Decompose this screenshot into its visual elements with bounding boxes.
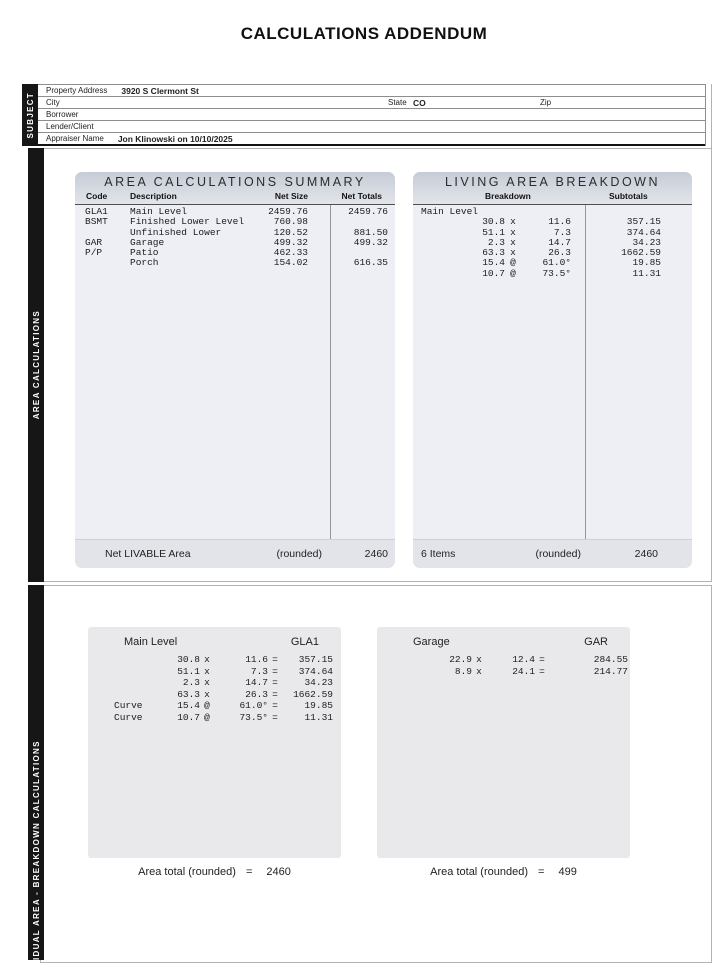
cell-operator: @ <box>204 711 210 723</box>
cell-dim-a: 51.1 <box>177 665 200 677</box>
cell-description: Garage <box>130 236 165 248</box>
summary-col-description: Description <box>130 191 177 201</box>
area-total-label: Area total (rounded) <box>430 866 529 878</box>
cell-code: P/P <box>85 247 103 259</box>
cell-operator: x <box>510 247 516 259</box>
cell-dim-b: 24.1 <box>512 665 535 677</box>
living-area-breakdown-panel <box>413 172 692 568</box>
cell-operator: x <box>476 654 482 665</box>
cell-result: 214.77 <box>593 665 628 677</box>
cell-row-label <box>114 654 154 666</box>
appraiser-row <box>38 133 705 146</box>
cell-net-total: 881.50 <box>353 226 388 238</box>
garage-calc-title <box>377 627 630 648</box>
main-level-name: Main Level <box>124 636 178 648</box>
breakdown-calculations-tab-label: IDUAL AREA - BREAKDOWN CALCULATIONS <box>31 740 41 960</box>
cell-dim-b: 12.4 <box>512 654 535 665</box>
breakdown-panel-title: LIVING AREA BREAKDOWN <box>444 175 661 189</box>
cell-row-label <box>403 654 443 666</box>
cell-dim-b: 11.6 <box>548 216 571 228</box>
calc-row <box>377 654 630 666</box>
cell-subtotal: 374.64 <box>626 226 661 238</box>
cell-dim-a: 15.4 <box>177 700 200 711</box>
cell-equals: = <box>272 677 278 688</box>
cell-dim-a: 30.8 <box>482 216 505 228</box>
cell-operator: x <box>204 688 210 700</box>
cell-subtotal: 34.23 <box>632 236 661 248</box>
cell-operator: x <box>510 236 516 248</box>
breakdown-footer-total: 2460 <box>634 548 658 560</box>
summary-footer-total: 2460 <box>364 548 388 560</box>
cell-result: 357.15 <box>298 654 333 665</box>
cell-equals: = <box>539 665 545 677</box>
area-calculations-tab-label: AREA CALCULATIONS <box>31 310 41 420</box>
calc-row <box>377 666 630 678</box>
area-total-equals: = <box>538 866 545 878</box>
area-calculations-section-tab <box>28 148 44 582</box>
cell-net-size: 760.98 <box>273 216 308 228</box>
cell-dim-b: 61.0° <box>542 257 571 269</box>
calc-row <box>88 712 341 724</box>
table-row <box>413 269 692 279</box>
cell-dim-a: 30.8 <box>177 654 200 665</box>
cell-net-total: 616.35 <box>353 257 388 269</box>
cell-result: 1662.59 <box>293 688 333 700</box>
borrower-label: Borrower <box>46 110 79 119</box>
summary-col-net-totals: Net Totals <box>341 191 382 201</box>
property-address-label: Property Address <box>46 86 108 95</box>
calc-row <box>88 654 341 666</box>
summary-table-body <box>75 205 395 540</box>
breakdown-column-divider <box>585 205 586 568</box>
cell-equals: = <box>272 665 278 677</box>
borrower-row <box>38 109 705 121</box>
state-value: CO <box>413 97 426 108</box>
cell-row-label <box>114 689 154 701</box>
cell-dim-b: 73.5° <box>239 711 268 723</box>
breakdown-group-label: Main Level <box>421 206 479 217</box>
cell-operator: x <box>204 677 210 688</box>
table-row <box>75 248 395 258</box>
cell-operator: x <box>510 226 516 238</box>
table-row <box>75 238 395 248</box>
appraiser-label: Appraiser Name <box>46 134 104 143</box>
cell-operator: x <box>204 665 210 677</box>
cell-equals: = <box>539 654 545 665</box>
cell-subtotal: 1662.59 <box>621 247 661 259</box>
cell-dim-a: 63.3 <box>482 247 505 259</box>
cell-dim-b: 14.7 <box>548 236 571 248</box>
cell-dim-a: 15.4 <box>482 257 505 269</box>
cell-equals: = <box>272 700 278 711</box>
cell-result: 284.55 <box>593 654 628 665</box>
calc-row <box>88 689 341 701</box>
cell-dim-a: 2.3 <box>182 677 200 688</box>
cell-code: BSMT <box>85 216 108 228</box>
cell-dim-a: 2.3 <box>487 236 505 248</box>
cell-dim-b: 26.3 <box>245 688 268 700</box>
cell-equals: = <box>272 688 278 700</box>
cell-operator: @ <box>510 257 516 269</box>
calc-row <box>88 677 341 689</box>
property-address-value: 3920 S Clermont St <box>121 85 199 96</box>
summary-col-net-size: Net Size <box>274 191 308 201</box>
lender-client-label: Lender/Client <box>46 122 94 131</box>
city-label: City <box>46 98 60 107</box>
cell-net-size: 462.33 <box>273 247 308 259</box>
subject-fields <box>38 84 706 146</box>
cell-net-size: 154.02 <box>273 257 308 269</box>
cell-row-label: Curve <box>114 700 143 711</box>
lender-client-row <box>38 121 705 133</box>
breakdown-calculations-section-tab <box>28 585 44 960</box>
calc-row <box>88 666 341 678</box>
cell-result: 19.85 <box>304 700 333 711</box>
summary-footer-label: Net LIVABLE Area <box>105 548 191 560</box>
cell-description: Finished Lower Level <box>130 216 245 228</box>
main-level-calc-rows <box>88 654 341 723</box>
cell-code: GAR <box>85 236 103 248</box>
city-state-zip-row <box>38 97 705 109</box>
garage-area-total <box>377 866 630 878</box>
breakdown-panel-header <box>413 172 692 205</box>
cell-row-label: Curve <box>114 711 143 723</box>
cell-net-size: 120.52 <box>273 226 308 238</box>
cell-operator: @ <box>204 700 210 711</box>
cell-dim-b: 14.7 <box>245 677 268 688</box>
cell-description: Patio <box>130 247 159 259</box>
cell-row-label <box>403 666 443 678</box>
breakdown-footer-label: 6 Items <box>421 548 456 560</box>
outer-frame-right-edge <box>711 84 712 148</box>
calc-row <box>88 700 341 712</box>
cell-dim-a: 22.9 <box>449 654 472 665</box>
cell-dim-a: 51.1 <box>482 226 505 238</box>
area-total-value: 2460 <box>266 866 291 878</box>
garage-code: GAR <box>584 636 608 648</box>
property-address-row <box>38 85 705 97</box>
breakdown-table-body <box>413 205 692 540</box>
cell-code <box>85 258 130 268</box>
cell-equals: = <box>272 654 278 665</box>
summary-col-code: Code <box>86 191 108 201</box>
breakdown-column-headers <box>413 191 692 201</box>
cell-operator: x <box>204 654 210 665</box>
cell-operator: x <box>476 665 482 677</box>
area-total-value: 499 <box>558 866 577 878</box>
cell-dim-a: 10.7 <box>482 267 505 279</box>
summary-footer-rounded: (rounded) <box>276 548 322 560</box>
cell-dim-b: 26.3 <box>548 247 571 259</box>
cell-result: 374.64 <box>298 665 333 677</box>
cell-row-label <box>114 677 154 689</box>
summary-column-headers <box>75 191 395 201</box>
area-calculations-summary-panel <box>75 172 395 568</box>
area-total-label: Area total (rounded) <box>138 866 236 878</box>
cell-dim-b: 73.5° <box>542 267 571 279</box>
cell-subtotal: 357.15 <box>626 216 661 228</box>
cell-equals: = <box>272 711 278 723</box>
cell-result: 11.31 <box>304 711 333 723</box>
breakdown-col-breakdown: Breakdown <box>485 191 531 201</box>
appraiser-value: Jon Klinowski on 10/10/2025 <box>117 133 233 144</box>
cell-dim-b: 11.6 <box>245 654 268 665</box>
main-level-calc-title <box>88 627 341 648</box>
page-title: CALCULATIONS ADDENDUM <box>240 24 488 43</box>
breakdown-footer <box>413 539 692 568</box>
cell-dim-b: 7.3 <box>553 226 571 238</box>
cell-row-label <box>114 666 154 678</box>
summary-panel-title: AREA CALCULATIONS SUMMARY <box>104 175 366 189</box>
main-level-calc-box <box>88 627 341 858</box>
breakdown-footer-rounded: (rounded) <box>535 548 581 560</box>
summary-column-divider <box>330 205 331 568</box>
summary-panel-header <box>75 172 395 205</box>
area-total-equals: = <box>245 866 253 878</box>
cell-dim-a: 63.3 <box>177 688 200 700</box>
cell-net-size: 499.32 <box>273 236 308 248</box>
cell-description: Main Level <box>130 206 188 217</box>
cell-result: 34.23 <box>304 677 333 688</box>
cell-operator: x <box>510 216 516 228</box>
main-level-code: GLA1 <box>290 636 319 648</box>
table-row <box>75 217 395 227</box>
zip-label: Zip <box>540 98 552 107</box>
subject-section-tab <box>22 84 38 146</box>
garage-calc-box <box>377 627 630 858</box>
cell-dim-b: 7.3 <box>250 665 268 677</box>
cell-dim-a: 10.7 <box>177 711 200 723</box>
subject-tab-label: SUBJECT <box>25 91 35 139</box>
cell-code: GLA1 <box>85 206 108 217</box>
summary-footer <box>75 539 395 568</box>
cell-description: Unfinished Lower <box>130 226 222 238</box>
garage-calc-rows <box>377 654 630 677</box>
cell-dim-b: 61.0° <box>239 700 268 711</box>
cell-subtotal: 19.85 <box>632 257 661 269</box>
garage-name: Garage <box>413 636 450 648</box>
cell-subtotal: 11.31 <box>632 267 661 279</box>
table-row <box>75 228 395 238</box>
breakdown-col-subtotals: Subtotals <box>609 191 648 201</box>
table-row <box>75 258 395 268</box>
cell-dim-a: 8.9 <box>454 665 472 677</box>
state-label: State <box>388 98 407 107</box>
cell-description: Porch <box>130 257 159 269</box>
main-level-area-total <box>88 866 341 878</box>
cell-net-total: 2459.76 <box>348 206 388 217</box>
cell-net-total: 499.32 <box>353 236 388 248</box>
cell-net-size: 2459.76 <box>268 206 308 217</box>
cell-operator: @ <box>510 267 516 279</box>
